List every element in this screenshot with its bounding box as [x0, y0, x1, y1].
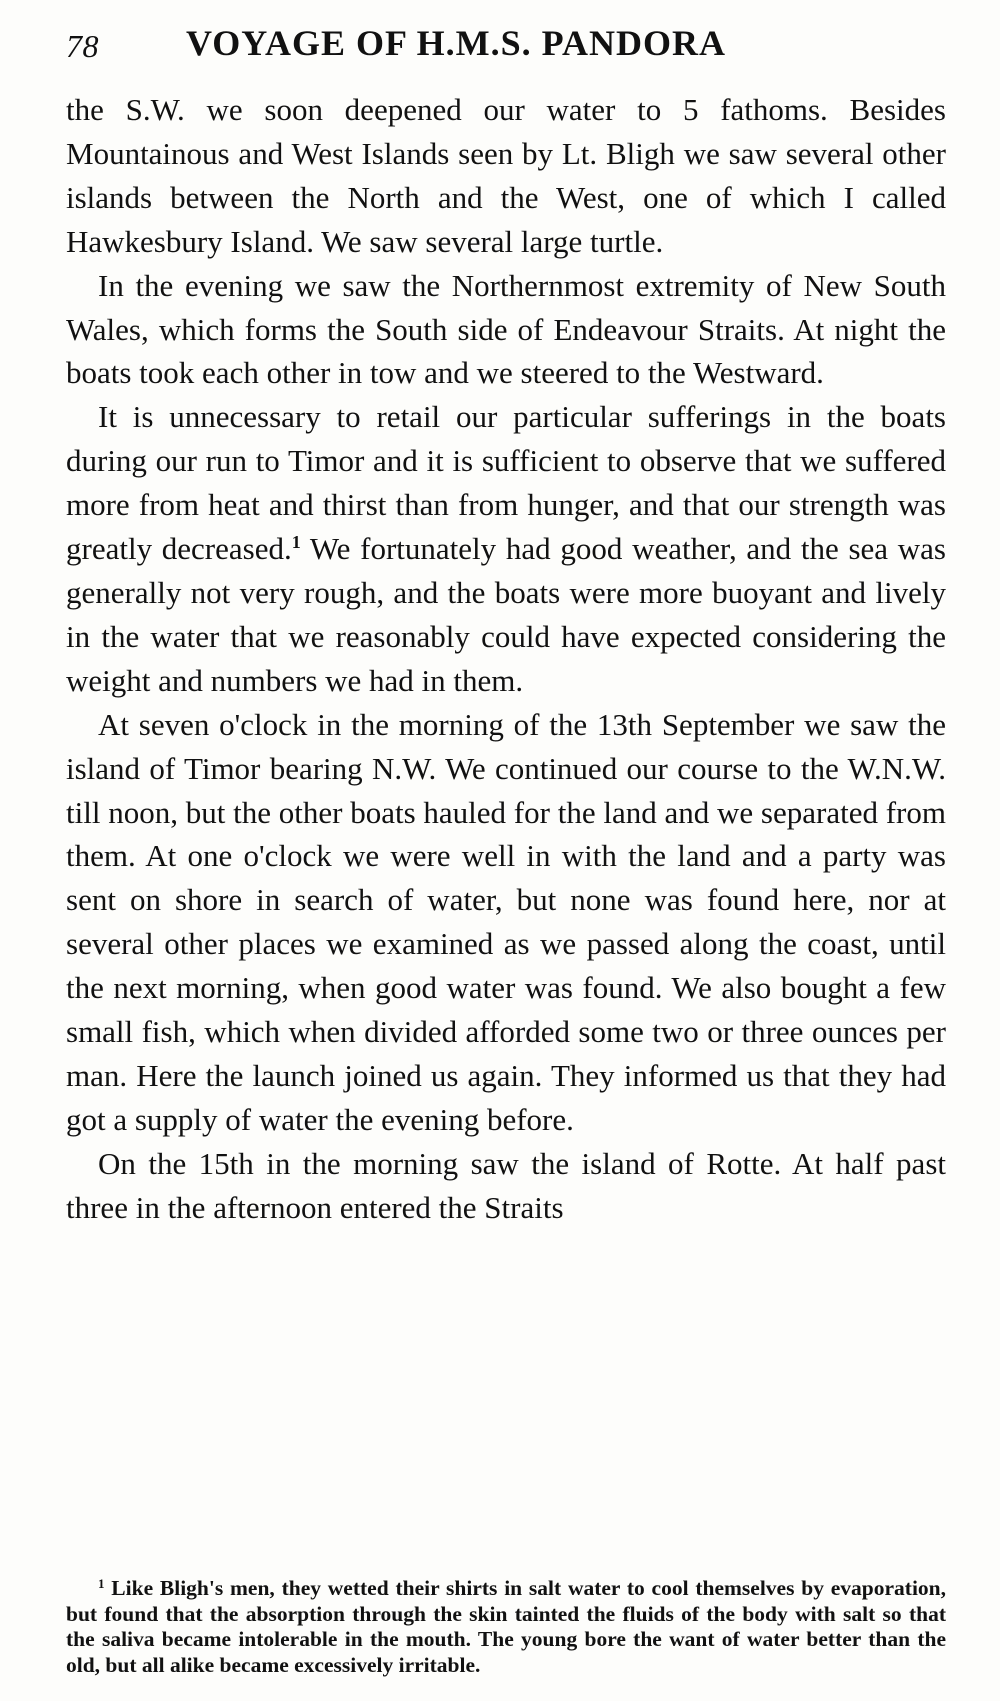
footnote-paragraph — [66, 1576, 946, 1678]
paragraph-3-continuation: We fortunately had good weather, and the sea was generally not very rough, and the boats were more buoyant and lively in the water that we reasonably could have expected considering the weight and numbers we had in them. — [66, 531, 946, 698]
paragraph-3 — [66, 395, 946, 702]
footnote — [66, 1576, 946, 1678]
paragraph-5: On the 15th in the morning saw the island of Rotte. At half past three in the afternoon entered the Straits — [66, 1145, 946, 1225]
paragraph-2: In the evening we saw the Northernmost extremity of New South Wales, which forms the South side of Endeavour Straits. At night the boats took each other in tow and we steered to the Westward. — [66, 267, 946, 391]
paragraph-4: At seven o'clock in the morning of the 13th September we saw the island of Timor bearing N.W. We continued our course to the W.N.W. till noon, but the other boats hauled for the land and we separated from them. At one o'clock we were well in with the land and a party was sent on shore in search of water, but none was found here, nor at several other places we examined as we passed along the coast, until the next morning, when good water was found. We also bought a few small fish, which when divided afforded some two or three ounces per man. Here the launch joined us again. They informed us that they had got a supply of water the evening before. — [66, 706, 946, 1137]
running-title: VOYAGE OF H.M.S. PANDORA — [186, 23, 726, 63]
body-text — [66, 88, 946, 1230]
paragraph-1: the S.W. we soon deepened our water to 5 fathoms. Besides Mountainous and West Islands seen by Lt. Bligh we saw several other islands between the North and the West, one of which I called Hawkesbury Island. We saw several large turtle. — [66, 92, 946, 259]
footnote-text: Like Bligh's men, they wetted their shirts in salt water to cool themselves by evaporation, but found that the absorption through the skin tainted the fluids of the body with salt so that the saliva became intolerable in the mouth. The young bore the want of water better than the old, but all alike became excessively irritable. — [66, 1576, 947, 1677]
paragraph-3-text: It is unnecessary to retail our particular sufferings in the boats during our run to Timor and it is sufficient to observe that we suffered more from heat and thirst than from hunger, and that our strength was greatly decreased. — [66, 399, 946, 567]
footnote-marker: 1 — [98, 1576, 105, 1591]
page-header — [66, 18, 946, 70]
page-number: 78 — [66, 28, 99, 64]
footnote-reference[interactable]: 1 — [291, 532, 301, 553]
